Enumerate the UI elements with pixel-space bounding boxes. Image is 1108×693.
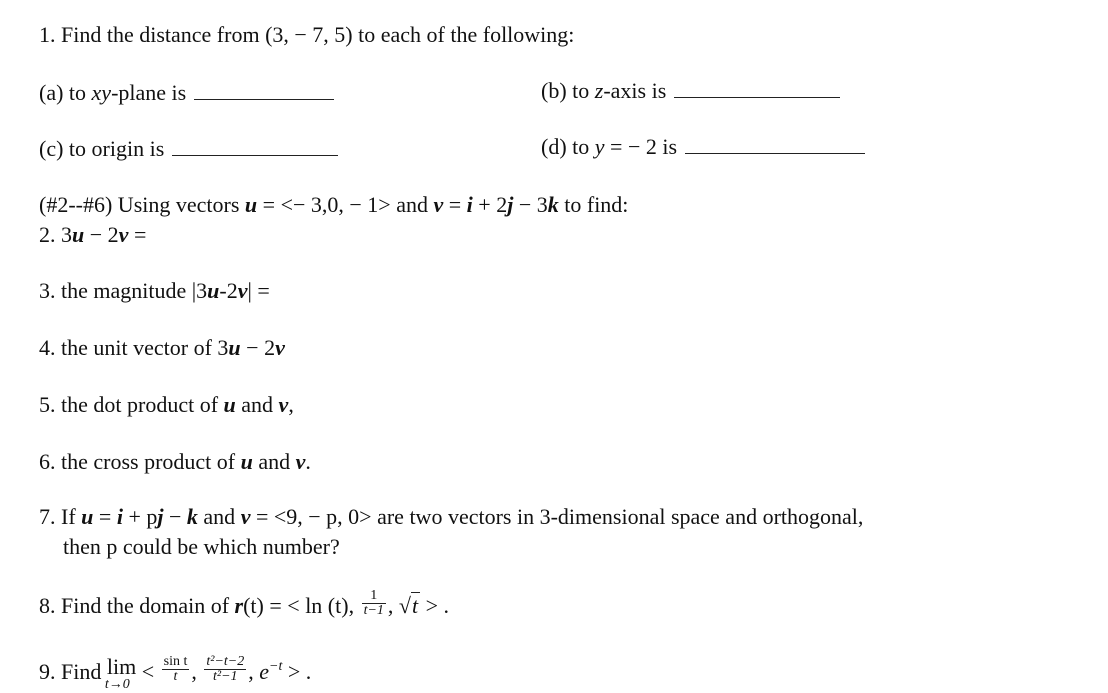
question-2: 2. 3u − 2v = <box>39 222 147 247</box>
question-3: 3. the magnitude |3u-2v| = <box>39 278 270 303</box>
question-1a: (a) to xy-plane is <box>39 80 334 106</box>
question-4: 4. the unit vector of 3u − 2v <box>39 335 285 360</box>
question-5: 5. the dot product of u and v, <box>39 392 294 417</box>
answer-blank-1a[interactable] <box>194 81 334 100</box>
square-root-symbol: √t <box>398 593 419 618</box>
fraction-sin-t-over-t: $\frac{\text{sin t}}{t}$ <box>163 654 188 685</box>
instructions-2-6: (#2--#6) Using vectors u = <− 3,0, − 1> and v = i + 2j − 3k to find: <box>39 192 629 217</box>
question-9: 9. Find lim t→0 < $\frac{\text{sin t}}{t}$ , $\frac{\text{t²−t−2}}{\text{t²−1}}$ , $e^{-t}$ > . <box>39 654 312 692</box>
question-1c: (c) to origin is <box>39 136 338 162</box>
fraction-1-over-t-minus-1: $\frac{1}{t-1}$ <box>363 588 384 619</box>
limit-operator: lim t→0 <box>104 654 137 692</box>
answer-blank-1c[interactable] <box>172 137 338 156</box>
question-7-line-1: 7. If u = i + pj − k and v = <9, − p, 0> are two vectors in 3-dimensional space and orthogonal, <box>39 504 864 529</box>
answer-blank-1d[interactable] <box>685 135 865 154</box>
question-1-intro: 1. Find the distance from (3, − 7, 5) to each of the following: <box>39 22 575 47</box>
question-1d: (d) to y = − 2 is <box>541 134 865 160</box>
answer-blank-1b[interactable] <box>674 79 840 98</box>
question-8: 8. Find the domain of r(t) = < ln (t), $\frac{1}{t-1}$ , √t > . <box>39 588 450 619</box>
question-7-line-2: then p could be which number? <box>63 534 340 559</box>
question-1b: (b) to z-axis is <box>541 78 840 104</box>
fraction-quadratic: $\frac{\text{t²−t−2}}{\text{t²−1}}$ <box>206 654 245 685</box>
question-6: 6. the cross product of u and v. <box>39 449 311 474</box>
